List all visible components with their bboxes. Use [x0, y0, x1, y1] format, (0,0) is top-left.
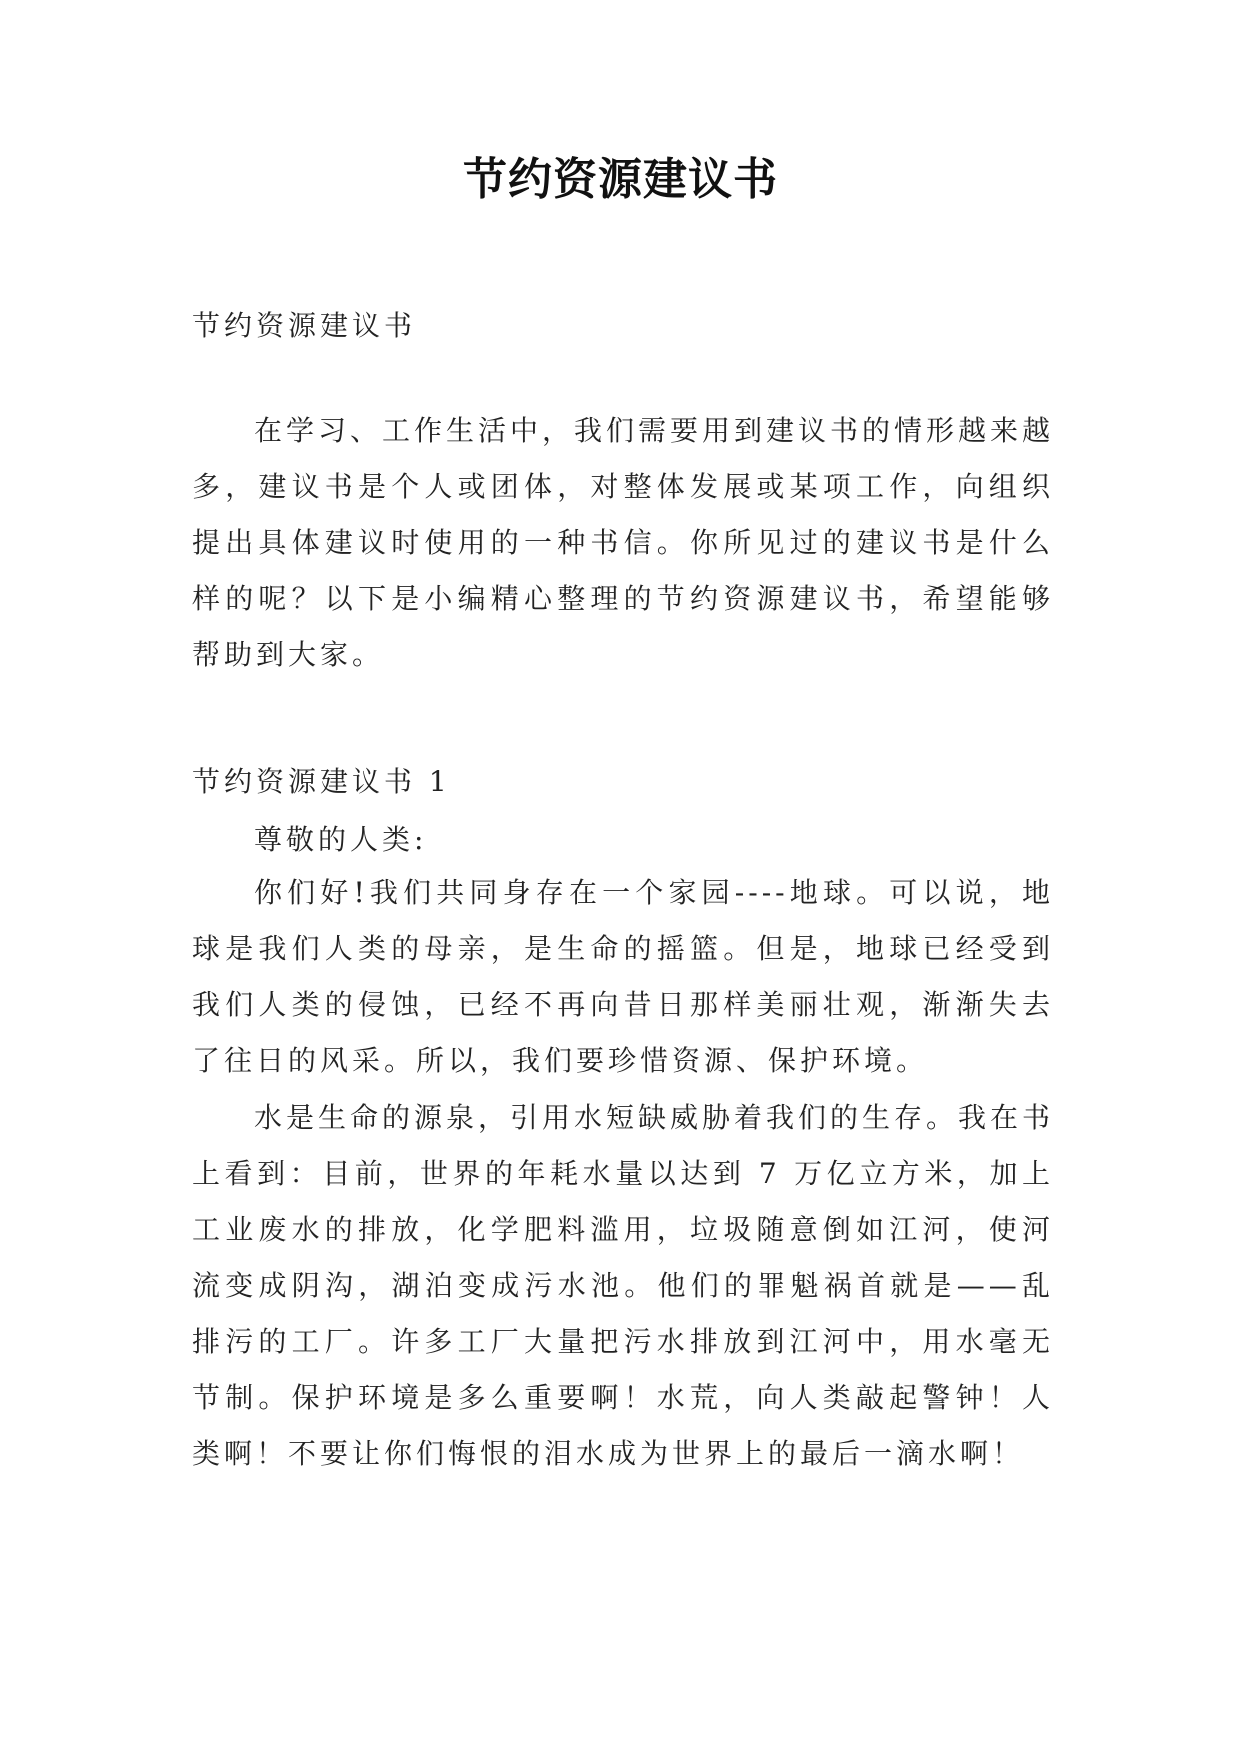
- body-paragraph: 你们好!我们共同身存在一个家园----地球。可以说，地球是我们人类的母亲，是生命的摇篮。但是，地球已经受到我们人类的侵蚀，已经不再向昔日那样美丽壮观，渐渐失去了往日的风采。所以，我们要珍惜资源、保护环境。: [192, 876, 1054, 1077]
- document-title: 节约资源建议书: [463, 154, 778, 205]
- document-subtitle: 节约资源建议书: [192, 309, 417, 342]
- body-paragraph: 水是生命的源泉，引用水短缺威胁着我们的生存。我在书上看到：目前，世界的年耗水量以达到 7 万亿立方米，加上工业废水的排放，化学肥料滥用，垃圾随意倒如江河，使河流变成阴沟，湖泊变成污水池。他们的罪魁祸首就是——乱排污的工厂。许多工厂大量把污水排放到江河中，用水毫无节制。保护环境是多么重要啊！水荒，向人类敲起警钟！人类啊！不要让你们悔恨的泪水成为世界上的最后一滴水啊！: [192, 1101, 1055, 1470]
- intro-paragraph: 在学习、工作生活中，我们需要用到建议书的情形越来越多，建议书是个人或团体，对整体发展或某项工作，向组织提出具体建议时使用的一种书信。你所见过的建议书是什么样的呢？以下是小编精心整理的节约资源建议书，希望能够帮助到大家。: [192, 414, 1055, 671]
- salutation: 尊敬的人类:: [254, 823, 428, 856]
- section-title: 节约资源建议书 1: [192, 765, 451, 798]
